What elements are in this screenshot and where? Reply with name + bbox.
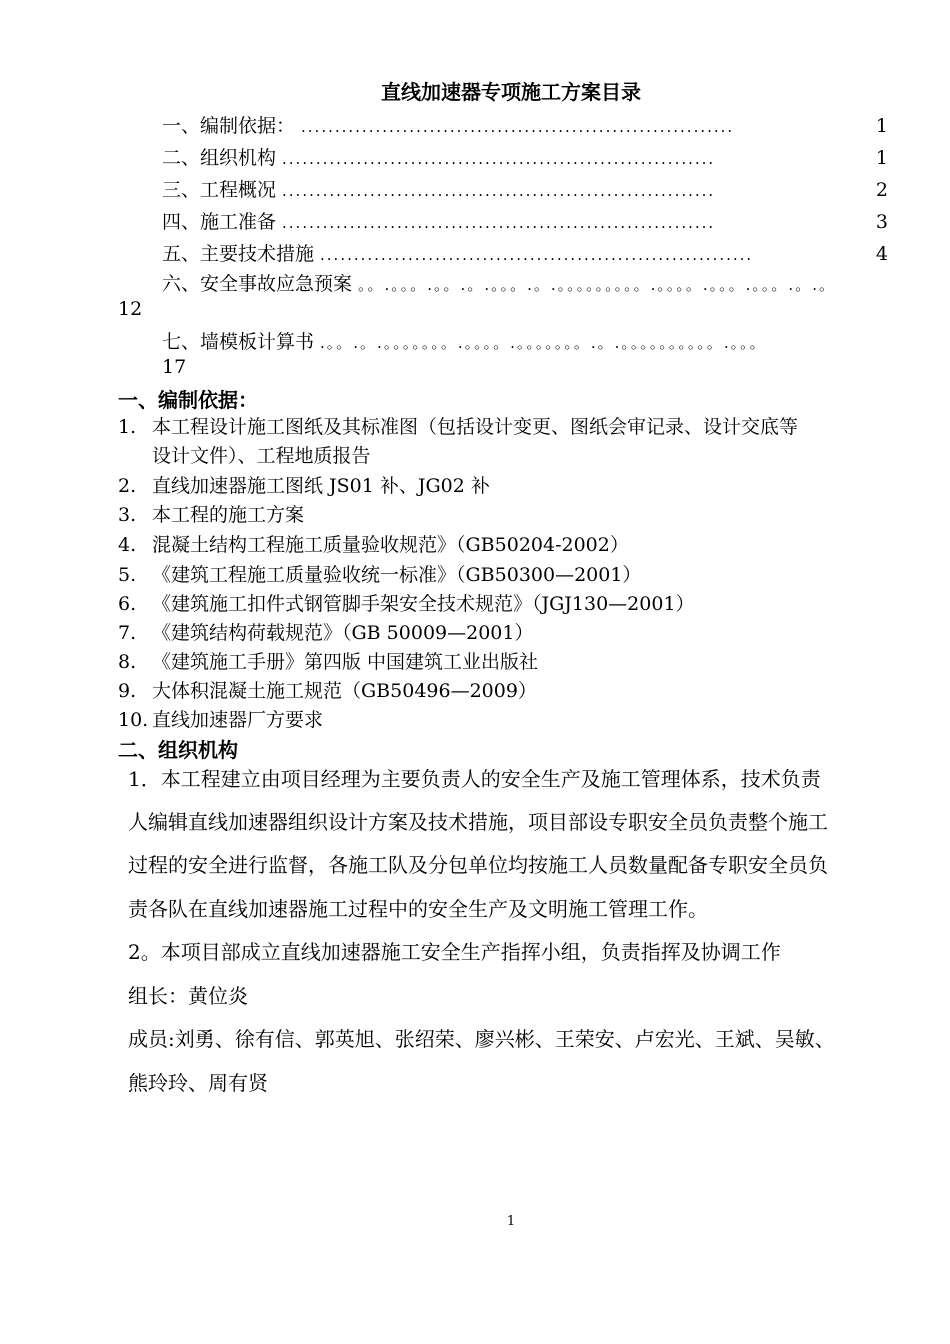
list-item-number: 7. [118, 622, 137, 644]
list-item [118, 618, 533, 645]
list-item [118, 560, 641, 587]
section-heading: 二、组织机构 [118, 738, 238, 762]
toc-entry [162, 111, 888, 139]
toc-entry [162, 239, 888, 267]
list-item-text: 《建筑施工手册》第四版 中国建筑工业出版社 [152, 651, 539, 673]
toc-entry-page: 4 [875, 243, 888, 265]
toc-entry [162, 269, 888, 297]
list-item [118, 589, 695, 616]
toc-entry-page: 2 [875, 179, 888, 201]
toc-leader-dots: ................................................................ [282, 182, 716, 200]
list-item [118, 705, 323, 732]
toc-leader-dots: 。。.。。。.。。.。.。。。.。.。。。。。。。。。.。。。。.。。。.。。。.。.。 [358, 276, 836, 294]
list-item-text: 《建筑结构荷载规范》（GB 50009—2001） [152, 622, 534, 644]
toc-entry-label: 二、组织机构 [162, 147, 277, 169]
toc-entry [162, 175, 888, 203]
toc-entry-page: 1 [875, 147, 888, 169]
paragraph-line: 人编辑直线加速器组织设计方案及技术措施，项目部设专职安全员负责整个施工 [128, 810, 828, 834]
list-item-continuation: 设计文件）、工程地质报告 [152, 445, 371, 467]
list-item-text: 本工程的施工方案 [152, 504, 305, 526]
toc-entry-label: 三、工程概况 [162, 179, 277, 201]
list-item-number: 2. [118, 475, 137, 497]
list-item-text: 《建筑施工扣件式钢管脚手架安全技术规范》（JGJ130—2001） [152, 593, 695, 615]
list-item-number: 5. [118, 564, 137, 586]
paragraph-line: 1．本工程建立由项目经理为主要负责人的安全生产及施工管理体系，技术负责 [128, 767, 821, 791]
toc-entry-label: 一、编制依据： [162, 115, 296, 137]
toc-entry-page: 17 [162, 356, 187, 378]
list-item [118, 530, 629, 557]
toc-entry-label: 六、安全事故应急预案 [162, 273, 353, 295]
toc-entry-label: 七、墙模板计算书 [162, 331, 315, 353]
toc-entry [162, 327, 904, 355]
toc-leader-dots: ................................................................ [320, 246, 754, 264]
toc-entry [162, 207, 888, 235]
list-item [118, 676, 537, 703]
list-item-text: 直线加速器施工图纸 JS01 补、JG02 补 [152, 475, 490, 497]
toc-entry-page: 1 [875, 115, 888, 137]
list-item-text: 《建筑工程施工质量验收统一标准》（GB50300—2001） [152, 564, 642, 586]
list-item-number: 8. [118, 651, 137, 673]
group-leader-line: 组长：黄位炎 [128, 984, 248, 1008]
list-item-text: 混凝土结构工程施工质量验收规范》（GB50204-2002） [152, 534, 629, 556]
page-number: 1 [506, 1214, 516, 1229]
group-members-line: 熊玲玲、周有贤 [128, 1071, 268, 1095]
toc-entry-label: 五、主要技术措施 [162, 243, 315, 265]
paragraph-line: 责各队在直线加速器施工过程中的安全生产及文明施工管理工作。 [128, 897, 708, 921]
toc-entry-page: 3 [875, 211, 888, 233]
toc-entry [162, 143, 888, 171]
paragraph-line: 2。本项目部成立直线加速器施工安全生产指挥小组，负责指挥及协调工作 [128, 940, 781, 964]
list-item [118, 647, 538, 674]
toc-leader-dots: ................................................................ [282, 150, 716, 168]
list-item [118, 412, 798, 439]
list-item-text: 直线加速器厂方要求 [152, 709, 324, 731]
list-item-number: 10. [118, 709, 149, 731]
list-item-text: 本工程设计施工图纸及其标准图（包括设计变更、图纸会审记录、设计交底等 [152, 416, 799, 438]
toc-leader-dots: ................................................................ [282, 214, 716, 232]
list-item-number: 1. [118, 416, 137, 438]
list-item-number: 6. [118, 593, 137, 615]
toc-leader-dots: ................................................................ [301, 118, 735, 136]
paragraph-line: 过程的安全进行监督，各施工队及分包单位均按施工人员数量配备专职安全员负 [128, 853, 828, 877]
document-title: 直线加速器专项施工方案目录 [381, 80, 641, 104]
list-item-text: 大体积混凝土施工规范（GB50496—2009） [152, 680, 537, 702]
list-item [118, 471, 490, 498]
list-item-number: 4. [118, 534, 137, 556]
toc-entry-label: 四、施工准备 [162, 211, 277, 233]
toc-entry-page: 12 [118, 298, 143, 320]
toc-leader-dots: .。。.。.。。。。。。。.。。。。.。。。。。。。.。.。。。。。。。。。。.。。。 [320, 334, 767, 352]
group-members-line: 成员:刘勇、徐有信、郭英旭、张绍荣、廖兴彬、王荣安、卢宏光、王斌、吴敏、 [128, 1027, 835, 1051]
section-heading: 一、编制依据： [118, 388, 258, 412]
list-item [118, 500, 304, 527]
list-item-number: 3. [118, 504, 137, 526]
list-item-number: 9. [118, 680, 137, 702]
